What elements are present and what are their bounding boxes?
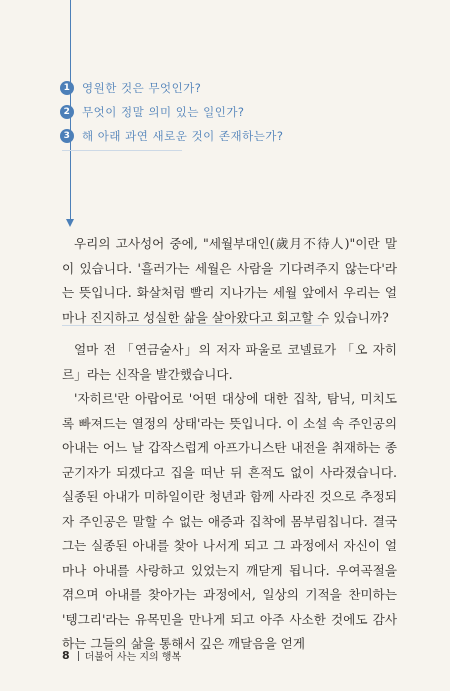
body-paragraph-group xyxy=(62,338,397,657)
question-item xyxy=(60,102,400,122)
question-number-badge: 2 xyxy=(60,105,74,119)
question-item xyxy=(60,126,400,146)
question-text: 영원한 것은 무엇인가? xyxy=(82,81,202,95)
faint-underline xyxy=(62,150,182,151)
question-item xyxy=(60,78,400,98)
question-text: 해 아래 과연 새로운 것이 존재하는가? xyxy=(82,129,284,143)
footer-divider xyxy=(78,651,79,661)
body-paragraph: 우리의 고사성어 중에, "세월부대인(歲月不待人)"이란 말이 있습니다. '흘러가는 세월은 사람을 기다려주지 않는다'라는 뜻입니다. 화살처럼 빨리 지나가는 세월 앞에서 우리는 얼마나 진지하고 성실한 삶을 살아왔다고 회고할 수 있습니까? xyxy=(62,236,397,325)
body-paragraph-group xyxy=(62,232,397,330)
question-number-badge: 3 xyxy=(60,129,74,143)
book-title: 더불어 사는 지의 행복 xyxy=(84,652,182,663)
question-number-badge: 1 xyxy=(60,81,74,95)
body-paragraph: 얼마 전 「연금술사」의 저자 파울로 코넬료가 「오 자히르」라는 신작을 발간했습니다. xyxy=(62,342,397,382)
question-text: 무엇이 정말 의미 있는 일인가? xyxy=(82,105,245,119)
question-list xyxy=(60,78,400,150)
arrow-down-icon xyxy=(66,219,74,227)
page-number: 8 xyxy=(62,649,70,662)
page-footer xyxy=(62,648,181,663)
body-paragraph: '자히르'란 아랍어로 '어떤 대상에 대한 집착, 탐닉, 미치도록 빠져드는 열정의 상태'라는 뜻입니다. 이 소설 속 주인공의 아내는 어느 날 갑작스럽게 아프가니스탄 내전을 취재하는 종군기자가 되겠다고 집을 떠난 뒤 흔적도 없이 사라졌습니다. 실종된 아내가 미하일이란 청년과 함께 사라진 것으로 추정되자 주인공은 말할 수 없는 애증과 집착에 몸부림칩니다. 결국 그는 실종된 아내를 찾아 나서게 되고 그 과정에서 자신이 얼마나 아내를 사랑하고 있었는지 깨닫게 됩니다. 우여곡절을 겪으며 아내를 찾아가는 과정에서, 일상의 기적을 찬미하는 '텡그리'라는 유목민을 만나게 되고 아주 사소한 것에도 감사하는 그들의 삶을 통해서 깊은 깨달음을 얻게 xyxy=(62,391,397,651)
